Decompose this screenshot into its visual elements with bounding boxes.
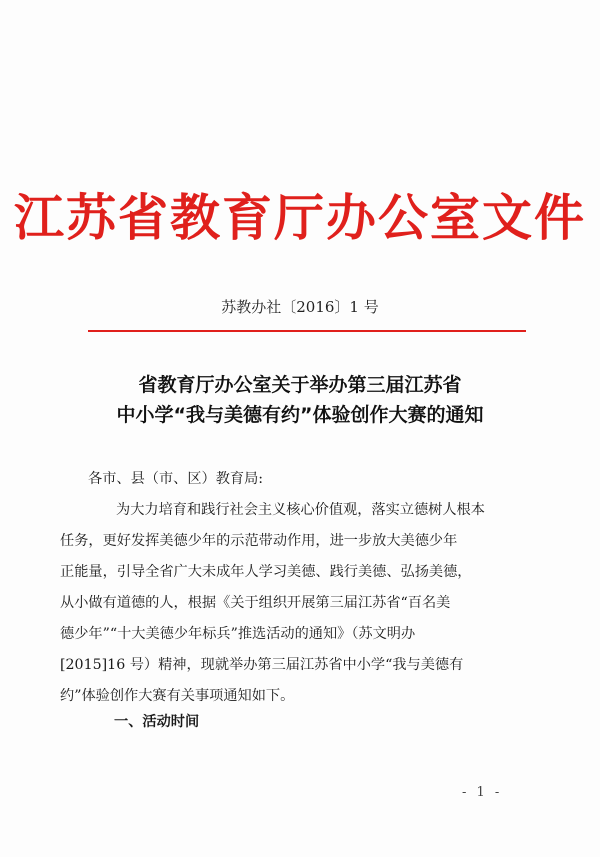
paragraph-line: 正能量，引导全省广大未成年人学习美德、践行美德、弘扬美德， xyxy=(60,564,472,580)
notice-title-line-1: 省教育厅办公室关于举办第三届江苏省 xyxy=(138,374,462,396)
section-heading: 一、活动时间 xyxy=(114,714,200,730)
paragraph-line: 德少年”“十大美德少年标兵”推选活动的通知》（苏文明办 xyxy=(60,626,416,642)
page-number: - 1 - xyxy=(462,785,503,800)
paragraph-line: 任务，更好发挥美德少年的示范带动作用，进一步放大美德少年 xyxy=(60,533,458,549)
red-divider-line xyxy=(88,330,526,332)
document-number: 苏教办社〔2016〕1 号 xyxy=(221,298,379,316)
paragraph-line: [2015]16 号）精神，现就举办第三届江苏省中小学“我与美德有 xyxy=(60,657,464,673)
paragraph-line: 约”体验创作大赛有关事项通知如下。 xyxy=(60,688,295,704)
paragraph-line: 为大力培育和践行社会主义核心价值观，落实立德树人根本 xyxy=(116,502,485,518)
paragraph-line: 从小做有道德的人，根据《关于组织开展第三届江苏省“百名美 xyxy=(60,595,451,611)
document-header-title: 江苏省教育厅办公室文件 xyxy=(14,188,586,247)
notice-title-line-2: 中小学“我与美德有约”体验创作大赛的通知 xyxy=(116,404,484,426)
body-paragraph xyxy=(60,495,528,712)
salutation: 各市、县（市、区）教育局: xyxy=(88,471,264,487)
notice-title xyxy=(0,370,600,430)
